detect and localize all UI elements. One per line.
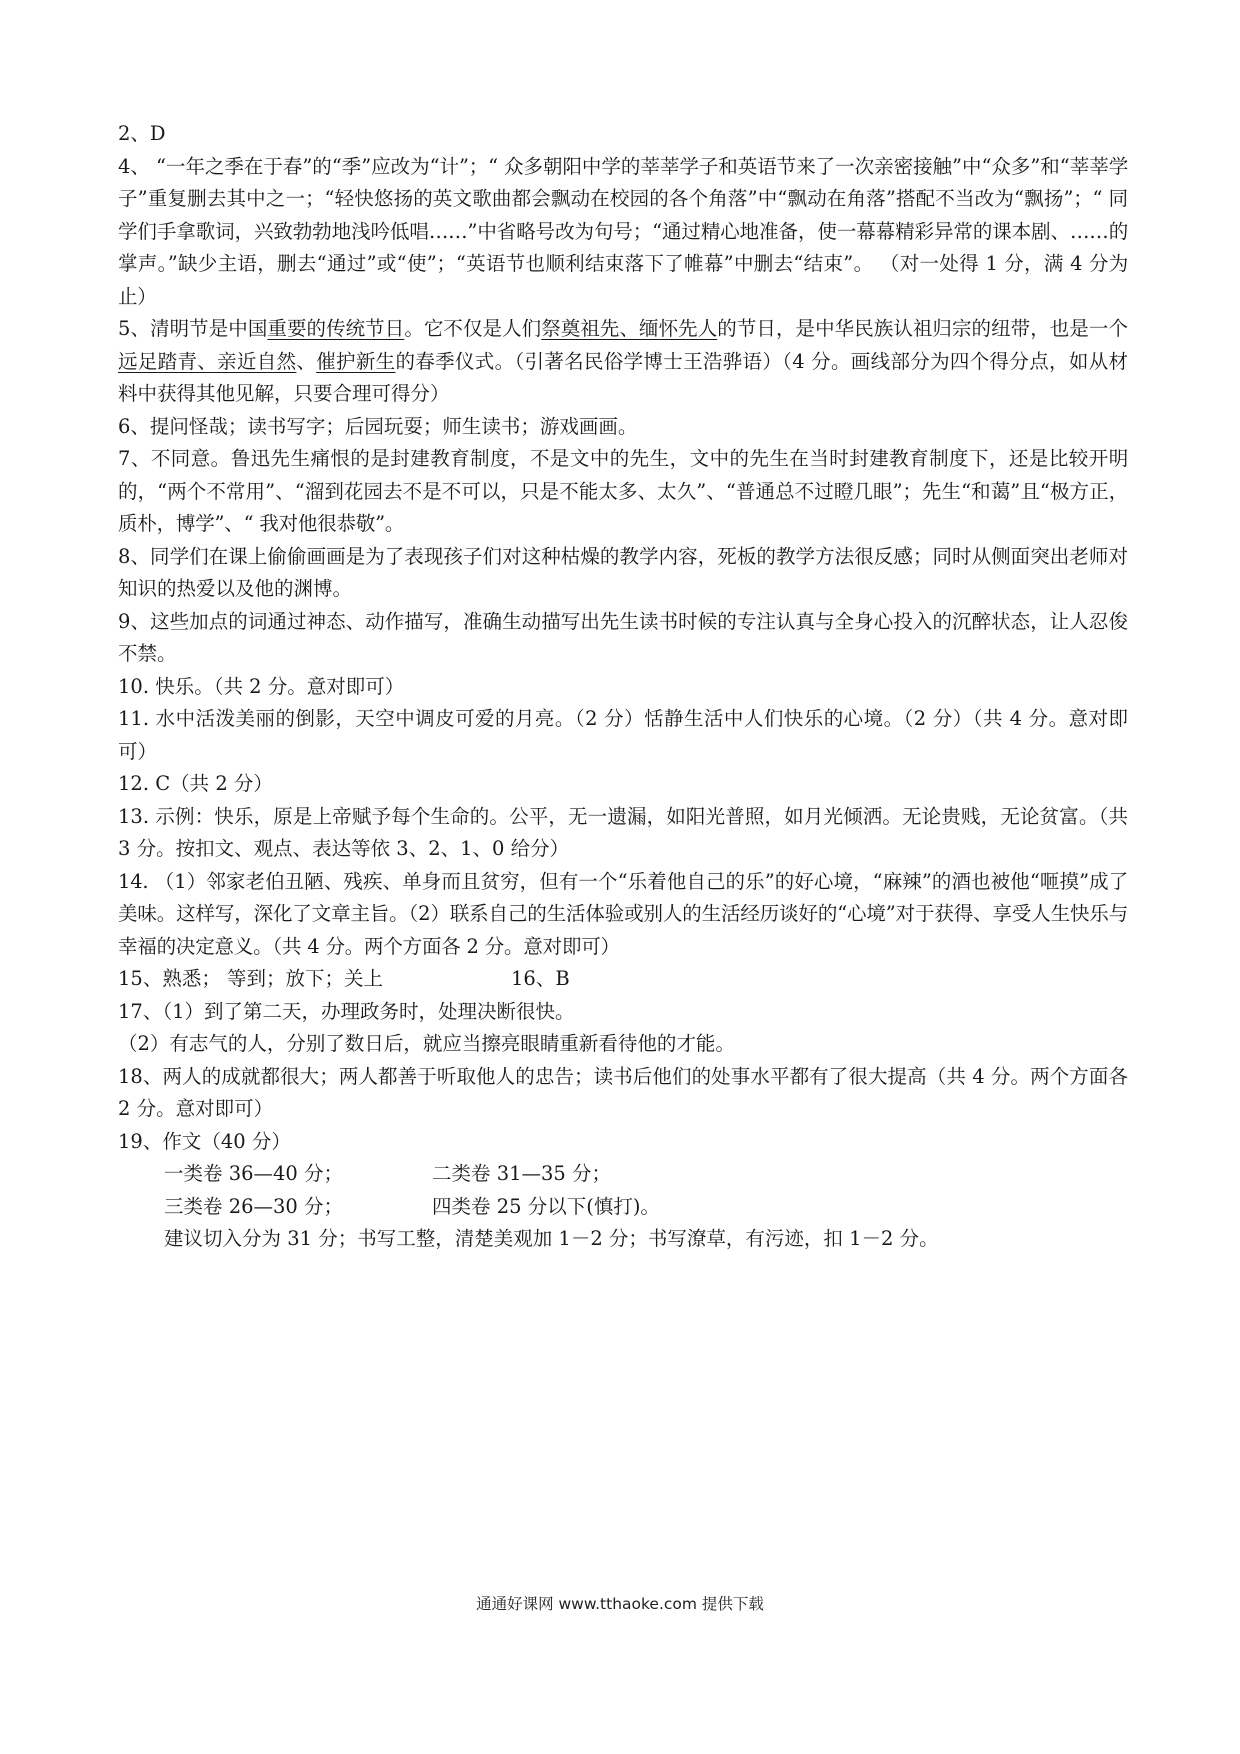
answer-19: 19、作文（40 分） [118,1129,291,1153]
grade-2: 二类卷 31—35 分； [432,1162,612,1185]
grade-row-1 [118,1158,1128,1191]
answer-5-text-1: 5、清明节是中国 [118,317,268,340]
answer-12: 12. C（共 2 分） [118,772,273,795]
answer-5-underline-1: 重要的传统节日 [267,317,405,340]
answer-16: 16、B [511,967,570,990]
answer-5-text-5: 的春季仪式。（引著名民俗学博士王浩骅语）（4 分。画线部分为四个得分点，如从材料中获得其他见解，只要合理可得分） [118,349,1128,405]
answer-17-part-1: 17、（1）到了第二天，办理政务时，处理决断很快。 [118,999,575,1023]
grade-3: 三类卷 26—30 分； [164,1194,344,1218]
footer-credit: 通通好课网 www.tthaoke.com 提供下载 [476,1595,764,1613]
grade-4: 四类卷 25 分以下(慎打)。 [432,1194,660,1218]
answer-10: 10. 快乐。（共 2 分。意对即可） [118,674,405,698]
answer-5 [118,313,1128,411]
grade-row-2 [118,1191,1128,1224]
answer-17-part-2: （2）有志气的人，分别了数日后，就应当擦亮眼睛重新看待他的才能。 [118,1032,735,1055]
answer-5-underline-4: 催护新生 [316,349,396,373]
answer-5-text-4: 、 [296,349,317,373]
answer-13: 13. 示例：快乐，原是上帝赋予每个生命的。公平，无一遗漏，如阳光普照，如月光倾洒。无论贵贱，无论贫富。（共 3 分。按扣文、观点、表达等依 3、2、1、0 给分） [118,804,1128,860]
answer-5-text-3: 的节日，是中华民族认祖归宗的纽带，也是一个 [717,317,1128,340]
answer-9: 9、这些加点的词通过神态、动作描写，准确生动描写出先生读书时候的专注认真与全身心投入的沉醉状态，让人忍俊不禁。 [118,609,1128,665]
grade-1: 一类卷 36—40 分； [164,1162,344,1185]
answer-15: 15、熟悉； 等到；放下；关上 [118,967,384,990]
answer-8: 8、同学们在课上偷偷画画是为了表现孩子们对这种枯燥的教学内容，死板的教学方法很反感；同时从侧面突出老师对知识的热爱以及他的渊博。 [118,544,1128,600]
answer-18: 18、两人的成就都很大；两人都善于听取他人的忠告；读书后他们的处事水平都有了很大提高（共 4 分。两个方面各 2 分。意对即可） [118,1064,1128,1120]
answer-5-text-2: 。它不仅是人们 [404,317,542,340]
answer-6: 6、提问怪哉；读书写字；后园玩耍；师生读书；游戏画画。 [118,414,638,438]
answer-list [118,118,1128,1256]
answer-5-underline-2: 祭奠祖先、缅怀先人 [541,317,718,340]
answer-7: 7、不同意。鲁迅先生痛恨的是封建教育制度，不是文中的先生，文中的先生在当时封建教育制度下，还是比较开明的，“两个不常用”、“溜到花园去不是不可以，只是不能太多、太久”、“普通总不过瞪几眼”；先生“和蔼”且“极方正，质朴，博学”、“ 我对他很恭敬”。 [118,447,1128,535]
answer-15-16 [118,963,1128,996]
answer-2: 2、D [118,122,166,145]
answer-4: 4、 “一年之季在于春”的“季”应改为“计”；“ 众多朝阳中学的莘莘学子和英语节来了一次亲密接触”中“众多”和“莘莘学子”重复删去其中之一；“轻快悠扬的英文歌曲都会飘动在校园的各个角落”中“飘动在角落”搭配不当改为“飘扬”；“ 同学们手拿歌词，兴致勃勃地浅吟低唱……”中省略号改为句号；“通过精心地准备，使一幕幕精彩异常的课本剧、……的掌声。”缺少主语，删去“通过”或“使”；“英语节也顺利结束落下了帷幕”中删去“结束”。 （对一处得 1 分，满 4 分为止） [118,154,1128,308]
grading-note: 建议切入分为 31 分；书写工整，清楚美观加 1－2 分；书写潦草，有污迹，扣 1－2 分。 [164,1227,939,1250]
answer-11: 11. 水中活泼美丽的倒影，天空中调皮可爱的月亮。（2 分）恬静生活中人们快乐的心境。（2 分）（共 4 分。意对即可） [118,707,1128,763]
answer-14: 14. （1）邻家老伯丑陋、残疾、单身而且贫穷，但有一个“乐着他自己的乐”的好心境，“麻辣”的酒也被他“咂摸”成了美味。这样写，深化了文章主旨。（2）联系自己的生活体验或别人的生活经历谈好的“心境”对于获得、享受人生快乐与幸福的决定意义。（共 4 分。两个方面各 2 分。意对即可） [118,869,1128,958]
answer-5-underline-3: 远足踏青、亲近自然 [118,349,297,373]
